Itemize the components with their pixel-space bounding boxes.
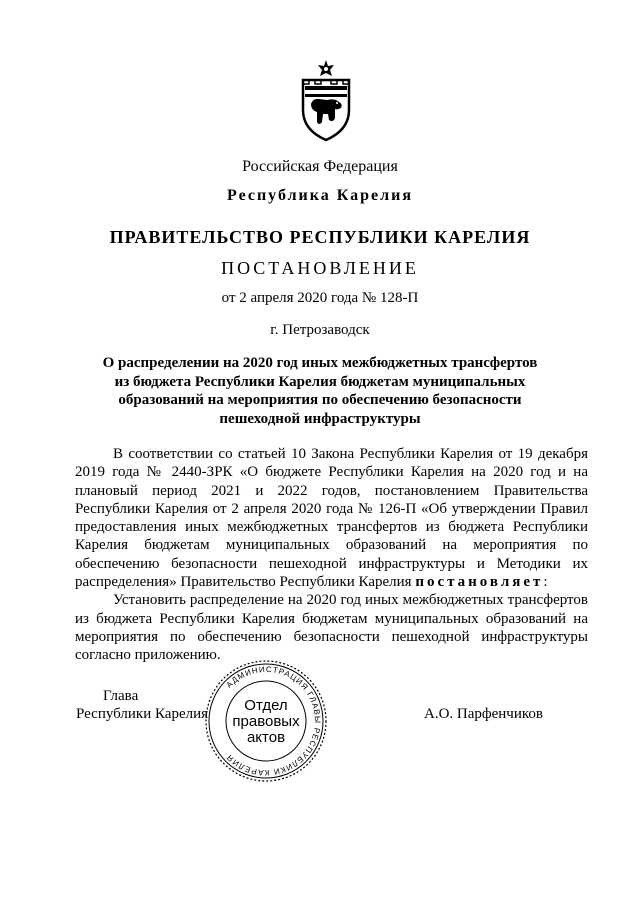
document-date-number: от 2 апреля 2020 года № 128-П: [221, 290, 419, 306]
official-stamp: [203, 658, 329, 784]
title-line: образований на мероприятия по обеспечению безопасности: [118, 392, 522, 408]
signatory-name: А.О. Парфенчиков: [424, 706, 543, 722]
paragraph-text: Установить распределение на 2020 год иных межбюджетных трансфертов из бюджета Республики Карелия бюджетам муниципальных образований на мероприятия по обеспечению безопасности пешеходной инфраструктуры согласно приложению.: [75, 592, 588, 664]
document-type: ПОСТАНОВЛЕНИЕ: [221, 258, 419, 278]
stamp-line1: Отдел: [244, 697, 288, 714]
document-city: г. Петрозаводск: [270, 322, 370, 338]
document-title: [100, 354, 540, 428]
title-line: О распределении на 2020 год иных межбюджетных трансфертов: [102, 355, 538, 371]
document-body: [75, 445, 588, 665]
stamp-line3: актов: [246, 729, 286, 746]
paragraph-end: :: [543, 574, 548, 591]
body-paragraph: [75, 445, 588, 591]
decree-word: постановляет: [415, 574, 544, 591]
paragraph-text: В соответствии со статьей 10 Закона Республики Карелия от 19 декабря 2019 года № 2440-ЗРК «О бюджете Республики Карелия на 2020 год и на плановый период 2021 и 2022 годов, постановлением Правительства Республики Карелия от 2 апреля 2020 года № 126-П «Об утверждении Правил предоставления иных межбюджетных трансфертов из бюджета Республики Карелия бюджетам муниципальных образований на мероприятия по обеспечению безопасности пешеходной инфраструктуры и Методики их распределения» Правительство Республики Карелия: [75, 446, 588, 591]
government-heading: ПРАВИТЕЛЬСТВО РЕСПУБЛИКИ КАРЕЛИЯ: [109, 227, 531, 247]
signatory-title-line2: Республики Карелия: [76, 706, 209, 722]
federation-heading: Российская Федерация: [242, 158, 398, 175]
title-line: пешеходной инфраструктуры: [219, 410, 421, 427]
title-line: из бюджета Республики Карелия бюджетам муниципальных: [114, 373, 526, 390]
coat-of-arms-icon: [297, 60, 355, 142]
stamp-line2: правовых: [232, 713, 300, 730]
republic-heading: Республика Карелия: [227, 187, 413, 204]
signatory-title-line1: Глава: [103, 688, 139, 704]
body-paragraph: [75, 591, 588, 664]
stamp-ring-text: АДМИНИСТРАЦИЯ ГЛАВЫ РЕСПУБЛИКИ КАРЕЛИЯ: [224, 664, 323, 778]
